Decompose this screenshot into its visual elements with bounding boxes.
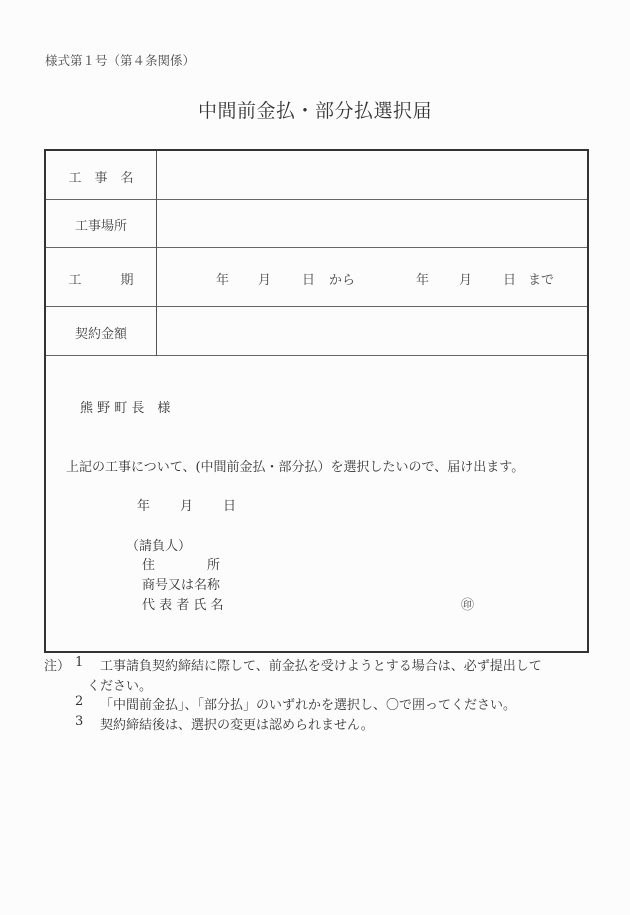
form-table <box>44 149 589 653</box>
date-day: 日 <box>223 499 237 514</box>
note-3-number: 3 <box>75 714 84 729</box>
label-construction-name: 工 事 名 <box>68 171 134 186</box>
period-end-year: 年 <box>416 273 430 288</box>
note-1-text: 工事請負契約締結に際して、前金払を受けようとする場合は、必ず提出して <box>100 659 542 674</box>
construction-site-field[interactable] <box>158 200 587 247</box>
label-address: 住 所 <box>142 558 221 573</box>
label-representative: 代 表 者 氏 名 <box>142 598 224 613</box>
period-start-day: 日 <box>302 273 316 288</box>
label-construction-period: 工 期 <box>68 273 134 288</box>
addressee: 熊 野 町 長 様 <box>80 401 171 416</box>
period-until: まで <box>528 273 555 288</box>
label-contract-amount: 契約金額 <box>74 327 127 342</box>
column-divider <box>156 151 157 356</box>
contract-amount-field[interactable] <box>158 307 587 355</box>
note-2-number: 2 <box>75 694 84 709</box>
seal-mark: ㊞ <box>461 598 475 613</box>
period-end-month: 月 <box>459 273 473 288</box>
note-2-text: 「中間前金払」、「部分払」のいずれかを選択し、〇で囲ってください。 <box>100 698 517 713</box>
form-number: 様式第１号（第４条関係） <box>45 53 196 68</box>
label-company-name: 商号又は名称 <box>142 578 221 593</box>
period-from: から <box>329 273 356 288</box>
period-start-year: 年 <box>216 273 230 288</box>
row-divider <box>46 355 587 356</box>
page-title: 中間前金払・部分払選択届 <box>197 100 432 122</box>
period-start-month: 月 <box>258 273 272 288</box>
statement: 上記の工事について、(中間前金払・部分払）を選択したいので、届け出ます。 <box>66 460 525 475</box>
note-1-continuation: ください。 <box>87 679 153 694</box>
period-end-day: 日 <box>503 273 517 288</box>
label-construction-site: 工事場所 <box>74 219 127 234</box>
date-month: 月 <box>180 499 194 514</box>
contractor-heading: （請負人） <box>126 539 192 554</box>
row-divider <box>46 247 587 248</box>
notes-prefix: 注） <box>44 659 71 674</box>
note-1-number: 1 <box>75 655 84 670</box>
date-year: 年 <box>137 499 151 514</box>
note-3-text: 契約締結後は、選択の変更は認められません。 <box>100 718 374 733</box>
construction-name-field[interactable] <box>158 151 587 199</box>
